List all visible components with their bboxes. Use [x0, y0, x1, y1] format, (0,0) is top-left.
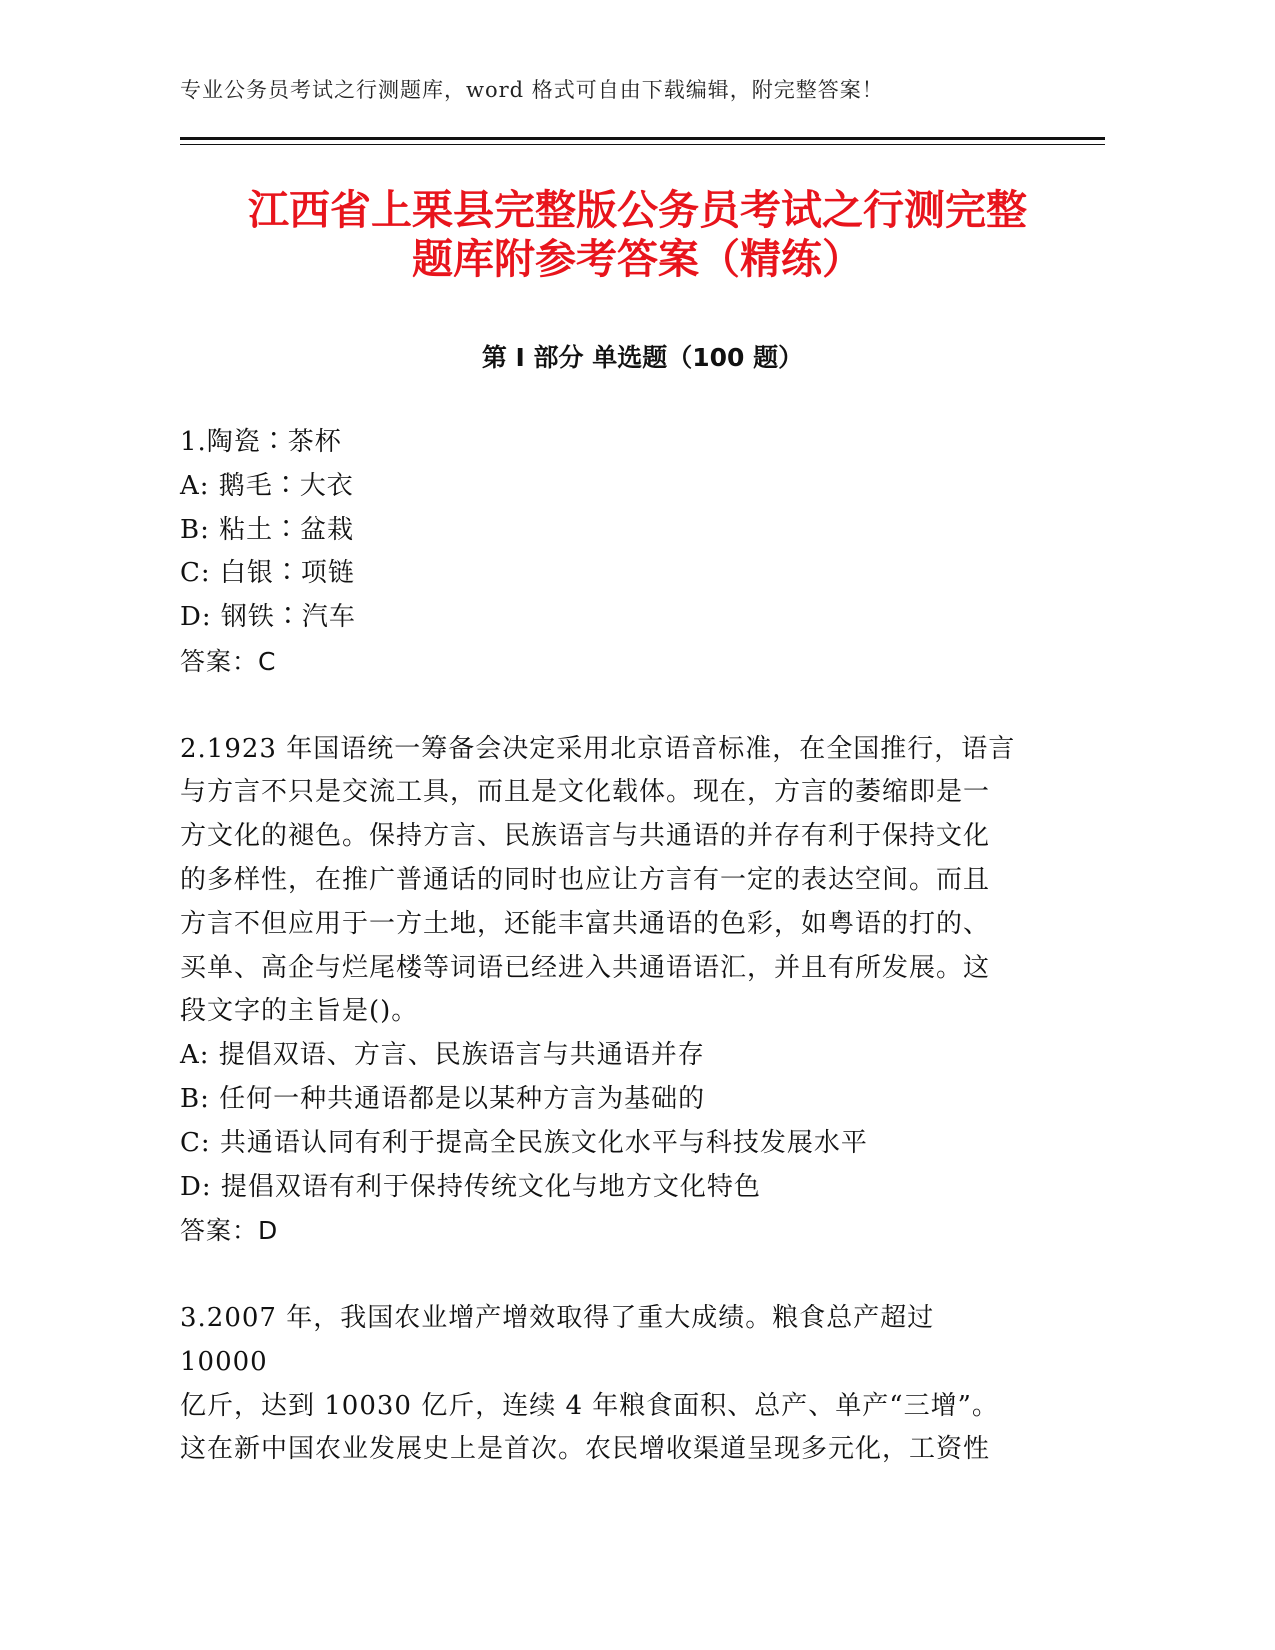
header-rule-thin	[180, 144, 1105, 145]
question-option-c: C: 白银∶项链	[180, 558, 355, 589]
header-note: 专业公务员考试之行测题库，word 格式可自由下载编辑，附完整答案！	[180, 78, 884, 102]
question-option-d: D: 提倡双语有利于保持传统文化与地方文化特色	[180, 1171, 761, 1202]
question-stem: 1.陶瓷∶茶杯	[180, 427, 342, 457]
header-rule-thick	[180, 137, 1105, 140]
question-option-b: B: 粘土∶盆栽	[180, 514, 355, 545]
question-option-a: A: 提倡双语、方言、民族语言与共通语并存	[180, 1040, 705, 1071]
document-title-line-1: 江西省上栗县完整版公务员考试之行测完整	[248, 186, 1027, 234]
document-title-line-2: 题库附参考答案（精练）	[412, 235, 863, 283]
question-answer: 答案：C	[180, 646, 277, 676]
question-option-a: A: 鹅毛∶大衣	[180, 470, 354, 501]
document-title	[140, 186, 1135, 284]
question-spacer	[180, 684, 1020, 728]
question-stem: 2.1923 年国语统一筹备会决定采用北京语音标准，在全国推行，语言 与方言不只是交流工具，而且是文化载体。现在，方言的萎缩即是一 方文化的褪色。保持方言、民族语言与共通语的并存有利于保持文化 的多样性，在推广普通话的同时也应让方言有一定的表达空间。而且 方言不但应用于一方土地，还能丰富共通语的色彩，如粤语的打的、 买单、高企与烂尾楼等词语已经进入共通语语汇，并且有所发展。这 段文字的主旨是()。	[180, 733, 1016, 1027]
question-list	[180, 421, 1020, 1472]
question-3	[180, 1297, 1020, 1472]
section-heading: 第 I 部分 单选题（100 题）	[481, 343, 804, 372]
question-option-c: C: 共通语认同有利于提高全民族文化水平与科技发展水平	[180, 1127, 868, 1158]
question-option-b: B: 任何一种共通语都是以某种方言为基础的	[180, 1083, 706, 1114]
question-option-d: D: 钢铁∶汽车	[180, 602, 356, 633]
question-1	[180, 421, 1020, 684]
question-answer: 答案：D	[180, 1216, 279, 1246]
question-spacer	[180, 1253, 1020, 1297]
question-2	[180, 728, 1020, 1254]
question-stem: 3.2007 年，我国农业增产增效取得了重大成绩。粮食总产超过 10000 亿斤，达到 10030 亿斤，连续 4 年粮食面积、总产、单产“三增”。 这在新中国农业发展史上是首次。农民增收渠道呈现多元化，工资性	[180, 1302, 999, 1465]
